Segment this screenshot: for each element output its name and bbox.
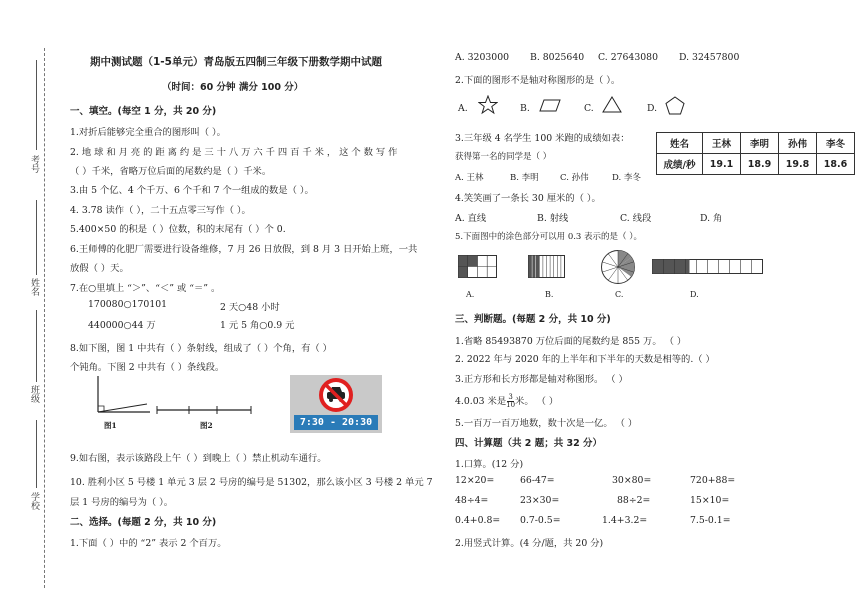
binding-line: [44, 48, 45, 588]
choice-2-option-a: A.: [458, 103, 468, 114]
no-vehicle-sign: [290, 375, 382, 433]
side-rule-exam-number: [36, 60, 37, 150]
choice-3-option-b: B. 李明: [510, 173, 539, 183]
calc-item: 0.4+0.8=: [455, 515, 501, 526]
table-cell: 李冬: [817, 133, 855, 154]
question-10-line1: 10. 胜利小区 5 号楼 1 单元 3 层 2 号房的编号是 51302，那么该小区 3 号楼 2 单元 7: [70, 477, 433, 488]
question-9: 9.如右图，表示该路段上午（ ）到晚上（ ）禁止机动车通行。: [70, 453, 327, 464]
side-label-class: 班级: [29, 385, 39, 403]
compare-c: 440000○44 万: [88, 320, 156, 331]
choice-1-option-c: C. 27643080: [598, 52, 659, 63]
judge-4-suffix: 米。 （ ）: [515, 396, 559, 407]
question-3: 3.由 5 个亿、4 个千万、6 个千和 7 个一组成的数是（ ）。: [70, 185, 314, 196]
choice-2-option-c: C.: [584, 103, 594, 114]
calc-item: 48÷4=: [455, 495, 489, 506]
grid-figure-b: [528, 255, 566, 279]
fraction: [506, 394, 515, 409]
question-2-line2: （ ）千米，省略万位后面的尾数约是（ ）千米。: [70, 166, 272, 177]
figure-1-caption: 图1: [104, 421, 117, 430]
figure-1-rays: [92, 374, 152, 426]
question-8-line2: 个钝角。下图 2 中共有（ ）条线段。: [70, 362, 225, 373]
table-cell: 姓名: [657, 133, 703, 154]
table-cell: 孙伟: [779, 133, 817, 154]
choice-1-option-d: D. 32457800: [679, 52, 740, 63]
question-6-line1: 6.王师傅的化肥厂需要进行设备维修，7 月 26 日放假，到 8 月 3 日开始上班，一共: [70, 244, 418, 255]
calc-vertical-heading: 2.用竖式计算。(4 分/题，共 20 分): [455, 538, 604, 549]
choice-3-option-d: D. 李冬: [612, 173, 641, 183]
question-7: 7.在○里填上 “＞”、“＜” 或 “＝” 。: [70, 283, 221, 294]
judge-5: 5.一百万一百万地数，数十次是一亿。 （ ）: [455, 418, 638, 429]
table-cell: 成绩/秒: [657, 154, 703, 175]
question-4: 4. 3.78 读作（ ），二十五点零三写作（ ）。: [70, 205, 251, 216]
choice-question-5: 5.下面图中的涂色部分可以用 0.3 表示的是（ ）。: [455, 232, 642, 242]
judge-3: 3.正方形和长方形都是轴对称图形。 （ ）: [455, 374, 628, 385]
table-cell: 18.6: [817, 154, 855, 175]
exam-title: 期中测试题（1-5单元）青岛版五四制三年级下册数学期中试题: [90, 56, 382, 68]
parallelogram-icon: [538, 98, 562, 114]
choice-4-option-d: D. 角: [700, 213, 723, 224]
choice-question-3-ask: 获得第一名的同学是（ ）: [455, 152, 552, 162]
choice-question-3: 3.三年级 4 名学生 100 米跑的成绩如表：: [455, 133, 630, 144]
calc-item: 12×20=: [455, 475, 495, 486]
table-header-row: [657, 133, 855, 154]
judge-4-prefix: 4.0.03 米是: [455, 396, 507, 407]
choice-1-option-a: A. 3203000: [455, 52, 510, 63]
choice-4-option-b: B. 射线: [537, 213, 569, 224]
calc-oral-heading: 1.口算。(12 分): [455, 459, 524, 470]
choice-4-option-c: C. 线段: [620, 213, 652, 224]
side-rule-name: [36, 200, 37, 275]
calc-item: 720+88=: [690, 475, 736, 486]
table-cell: 19.8: [779, 154, 817, 175]
no-car-icon: [318, 377, 354, 413]
triangle-icon: [601, 95, 623, 115]
bar-figure-d: [652, 259, 764, 275]
exam-subtitle: （时间：60 分钟 满分 100 分）: [162, 82, 304, 93]
calc-item: 7.5-0.1=: [690, 515, 731, 526]
fraction-option-c: C.: [615, 290, 624, 299]
fraction-denominator: 10: [506, 401, 516, 409]
compare-d: 1 元 5 角○0.9 元: [220, 320, 295, 331]
sign-time-label: 7:30 - 20:30: [294, 415, 378, 430]
choice-2-option-d: D.: [647, 103, 658, 114]
compare-a: 170080○170101: [88, 299, 168, 310]
side-rule-class: [36, 310, 37, 382]
side-rule-school: [36, 420, 37, 488]
choice-2-option-b: B.: [520, 103, 530, 114]
pie-figure-c: [600, 249, 636, 285]
compare-b: 2 天○48 小时: [220, 302, 280, 313]
judge-4: [455, 393, 558, 409]
side-label-exam-number: 考号: [29, 155, 39, 173]
question-1: 1.对折后能够完全重合的图形叫（ ）。: [70, 127, 226, 138]
running-score-table: [656, 132, 855, 175]
choice-4-option-a: A. 直线: [455, 213, 487, 224]
question-6-line2: 放假（ ）天。: [70, 263, 129, 274]
table-cell: 19.1: [703, 154, 741, 175]
star-icon: [478, 95, 498, 115]
section-judge: 三、判断题。(每题 2 分，共 10 分): [455, 314, 611, 325]
choice-1-option-b: B. 8025640: [530, 52, 585, 63]
calc-item: 23×30=: [520, 495, 560, 506]
judge-2: 2. 2022 年与 2020 年的上半年和下半年的天数是相等的.（ ）: [455, 354, 715, 365]
calc-item: 66-47=: [520, 475, 555, 486]
judge-1: 1.省略 85493870 万位后面的尾数约是 855 万。 （ ）: [455, 336, 687, 347]
choice-3-option-c: C. 孙伟: [560, 173, 589, 183]
calc-item: 88÷2=: [617, 495, 651, 506]
choice-question-2: 2.下面的图形不是轴对称图形的是（ ）。: [455, 75, 621, 86]
section-calculation: 四、计算题（共 2 题；共 32 分）: [455, 438, 603, 449]
table-row: [657, 154, 855, 175]
section-fill-blank: 一、填空。(每空 1 分，共 20 分): [70, 106, 217, 117]
question-5: 5.400×50 的积是（ ）位数，积的末尾有（ ）个 0.: [70, 224, 286, 235]
fraction-option-d: D.: [690, 290, 699, 299]
question-2-line1: 2. 地 球 和 月 亮 的 距 离 约 是 三 十 八 万 六 千 四 百 千 米 ， 这 个 数 写 作: [70, 147, 398, 158]
calc-item: 15×10=: [690, 495, 730, 506]
fraction-option-b: B.: [545, 290, 554, 299]
table-cell: 18.9: [741, 154, 779, 175]
side-label-school: 学校: [29, 492, 39, 510]
fraction-option-a: A.: [466, 290, 475, 299]
choice-3-option-a: A. 王林: [455, 173, 484, 183]
choice-question-1: 1.下面（ ）中的 “2” 表示 2 个百万。: [70, 538, 227, 549]
table-cell: 李明: [741, 133, 779, 154]
choice-question-4: 4.笑笑画了一条长 30 厘米的（ ）。: [455, 193, 601, 204]
calc-item: 0.7-0.5=: [520, 515, 561, 526]
calc-item: 1.4+3.2=: [602, 515, 648, 526]
fraction-numerator: 3: [508, 393, 513, 401]
figure-2-caption: 图2: [200, 421, 213, 430]
question-10-line2: 层 1 号房的编号为（ ）。: [70, 497, 174, 508]
pentagon-icon: [664, 95, 686, 117]
figure-2-segments: [155, 400, 255, 420]
question-8-line1: 8.如下图，图 1 中共有（ ）条射线，组成了（ ）个角，有（ ）: [70, 343, 332, 354]
grid-figure-a: [458, 255, 498, 279]
side-label-name: 姓名: [29, 278, 39, 296]
table-cell: 王林: [703, 133, 741, 154]
section-choice: 二、选择。(每题 2 分，共 10 分): [70, 517, 217, 528]
calc-item: 30×80=: [612, 475, 652, 486]
